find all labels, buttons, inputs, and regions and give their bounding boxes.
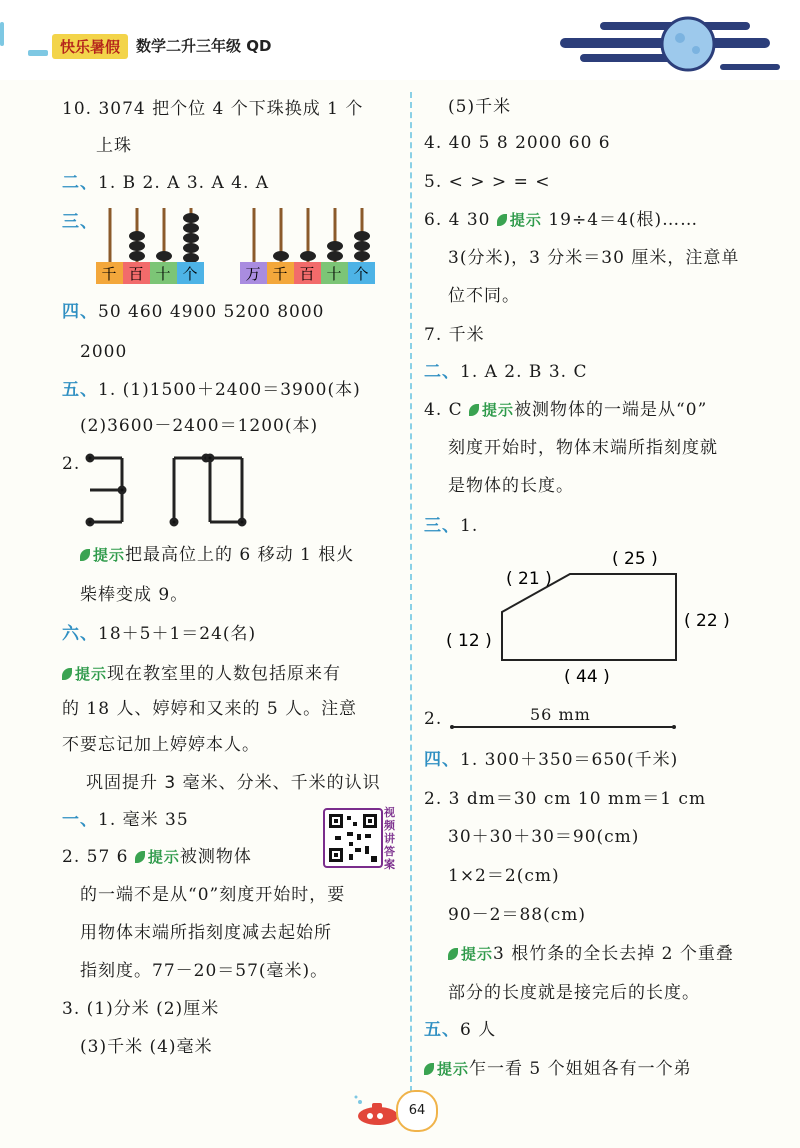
unit-q1-text: 1. 毫米 35 <box>98 810 189 830</box>
r-section-4 <box>424 748 678 772</box>
r-q2b: 2. 3 dm＝30 cm 10 mm＝1 cm <box>424 789 707 809</box>
hint-3-line1: 被测物体 <box>179 847 252 867</box>
r-q4-text: 4. C <box>424 400 463 420</box>
hint-2-line2: 的 18 人、婷婷和又来的 5 人。注意 <box>62 699 358 719</box>
abacus-1 <box>96 206 208 286</box>
abacus1-label: 十 <box>155 265 171 283</box>
r-hint7-text: 乍一看 5 个姐姐各有一个弟 <box>469 1059 692 1079</box>
r-line4a: 6. 4 30 <box>424 210 491 230</box>
r-line3: 5. < > > = < <box>424 172 551 192</box>
r-section-2-text: 1. A 2. B 3. C <box>460 362 588 382</box>
r-hint4a: 19÷4＝4(根)…… <box>548 210 699 230</box>
unit-q2-text: 2. 57 6 <box>62 847 129 867</box>
leaf-icon <box>80 549 90 561</box>
r-section-2-label: 二、 <box>424 362 460 382</box>
r-q4 <box>424 398 707 422</box>
page-header <box>0 0 800 80</box>
r-hint6a: 3 根竹条的全长去掉 2 个重叠 <box>493 944 734 964</box>
r-line4 <box>424 208 698 232</box>
abacus1-label: 个 <box>182 265 198 283</box>
header-stripe <box>28 50 48 56</box>
hint-label: 提示 <box>80 546 125 564</box>
qr-code[interactable] <box>323 808 383 868</box>
r-section-4-text: 1. 300＋350＝650(千米) <box>460 750 679 770</box>
section-6-text: 18＋5＋1＝24(名) <box>98 624 257 644</box>
hint-3-line3: 用物体末端所指刻度减去起始所 <box>80 923 332 943</box>
unit-q1-label: 一、 <box>62 810 98 830</box>
abacus-2 <box>240 206 380 286</box>
section-2-label: 二、 <box>62 173 98 193</box>
hint-2 <box>62 662 341 686</box>
qr-caption: 视频讲答案 <box>384 806 395 871</box>
qr-code-icon <box>325 810 381 866</box>
book-title: 数学二升三年级 QD <box>136 37 272 55</box>
r-section-3-label: 三、 <box>424 516 460 536</box>
r-line2: 4. 40 5 8 2000 60 6 <box>424 133 611 153</box>
hint-2-line1: 现在教室里的人数包括原来有 <box>107 664 342 684</box>
section-4-line1: 50 460 4900 5200 8000 <box>98 302 325 322</box>
hint-label: 提示 <box>424 1060 469 1078</box>
section-5-line2: (2)3600－2400＝1200(本) <box>80 416 319 436</box>
abacus2-label: 十 <box>326 265 342 283</box>
hint-1-line1: 把最高位上的 6 移动 1 根火 <box>125 545 355 565</box>
r-hint5b: 刻度开始时，物体末端所指刻度就 <box>448 438 718 458</box>
section-3-label: 三、 <box>62 212 98 232</box>
hint-3-line2: 的一端不是从“0”刻度开始时，要 <box>80 885 346 905</box>
section-5-label: 五、 <box>62 380 98 400</box>
r-calc3: 90－2＝88(cm) <box>448 905 586 925</box>
leaf-icon <box>424 1063 434 1075</box>
r-hint7 <box>424 1057 692 1081</box>
section-4-line2: 2000 <box>80 342 128 362</box>
matchstick-number <box>84 452 254 532</box>
section-5 <box>62 378 361 402</box>
submarine-icon <box>352 1094 400 1128</box>
unit-q3-line1: 3. (1)分米 (2)厘米 <box>62 999 220 1019</box>
hint-1 <box>80 543 354 567</box>
section-2-answers: 1. B 2. A 3. A 4. A <box>98 173 270 193</box>
section-2 <box>62 171 269 195</box>
hint-3-line4: 指刻度。77－20＝57(毫米)。 <box>80 961 329 981</box>
unit-q1 <box>62 808 189 832</box>
abacus2-label: 万 <box>245 265 261 283</box>
r-section-5 <box>424 1018 496 1042</box>
leaf-icon <box>448 948 458 960</box>
hint-label: 提示 <box>62 665 107 683</box>
abacus2-label: 个 <box>353 265 369 283</box>
leaf-icon <box>469 404 479 416</box>
line-segment <box>450 722 680 732</box>
hint-1-line2: 柴棒变成 9。 <box>80 585 189 605</box>
leaf-icon <box>135 851 145 863</box>
r-hint6 <box>448 942 734 966</box>
shape-label-right: ( 22 ) <box>684 611 730 631</box>
section-6 <box>62 622 256 646</box>
q10-line2: 上珠 <box>96 136 132 156</box>
hint-label: 提示 <box>497 211 542 229</box>
hint-label: 提示 <box>135 848 180 866</box>
r-line-label: 56 mm <box>530 705 591 724</box>
section-3 <box>62 210 98 234</box>
shape-label-left: ( 12 ) <box>446 631 492 651</box>
abacus1-label: 百 <box>128 265 144 283</box>
r-section-3 <box>424 514 478 538</box>
r-section-5-text: 6 人 <box>460 1020 497 1040</box>
unit-title: 巩固提升 3 毫米、分米、千米的认识 <box>86 773 381 793</box>
hint-label: 提示 <box>448 945 493 963</box>
section-6-label: 六、 <box>62 624 98 644</box>
header-stripe <box>0 22 4 46</box>
r-section-4-label: 四、 <box>424 750 460 770</box>
section-5-q2: 2. <box>62 454 81 474</box>
abacus1-label: 千 <box>101 265 117 283</box>
hint-2-line3: 不要忘记加上婷婷本人。 <box>62 735 260 755</box>
r-section-3-text: 1. <box>460 516 479 536</box>
leaf-icon <box>62 668 72 680</box>
shape-label-slant: ( 21 ) <box>506 569 552 589</box>
unit-q2 <box>62 845 252 869</box>
night-sky-decoration <box>540 8 790 78</box>
unit-q3-line2: (3)千米 (4)毫米 <box>80 1037 213 1057</box>
leaf-icon <box>497 214 507 226</box>
r-hint5a: 被测物体的一端是从“0” <box>514 400 708 420</box>
section-5-line1: 1. (1)1500＋2400＝3900(本) <box>98 380 361 400</box>
abacus2-label: 百 <box>299 265 315 283</box>
shape-label-bottom: ( 44 ) <box>564 667 610 687</box>
r-calc2: 1×2＝2(cm) <box>448 866 560 886</box>
section-4 <box>62 300 325 324</box>
polygon-figure <box>440 540 760 700</box>
r-line4c: 位不同。 <box>448 286 520 306</box>
q10-line1: 10. 3074 把个位 4 个下珠换成 1 个 <box>62 99 364 119</box>
r-calc1: 30＋30＋30＝90(cm) <box>448 827 640 847</box>
r-q2: 2. <box>424 709 443 729</box>
r-line5: 7. 千米 <box>424 325 485 345</box>
column-divider <box>410 92 412 1092</box>
shape-label-top: ( 25 ) <box>612 549 658 569</box>
r-section-2 <box>424 360 587 384</box>
book-label: 快乐暑假 <box>52 34 128 59</box>
r-hint6b: 部分的长度就是接完后的长度。 <box>448 983 700 1003</box>
r-section-5-label: 五、 <box>424 1020 460 1040</box>
hint-label: 提示 <box>469 401 514 419</box>
r-line4b: 3(分米)，3 分米＝30 厘米，注意单 <box>448 248 740 268</box>
abacus2-label: 千 <box>272 265 288 283</box>
page-number: 64 <box>396 1090 438 1132</box>
r-hint5c: 是物体的长度。 <box>448 476 574 496</box>
r-line1: (5)千米 <box>448 97 512 117</box>
section-4-label: 四、 <box>62 302 98 322</box>
